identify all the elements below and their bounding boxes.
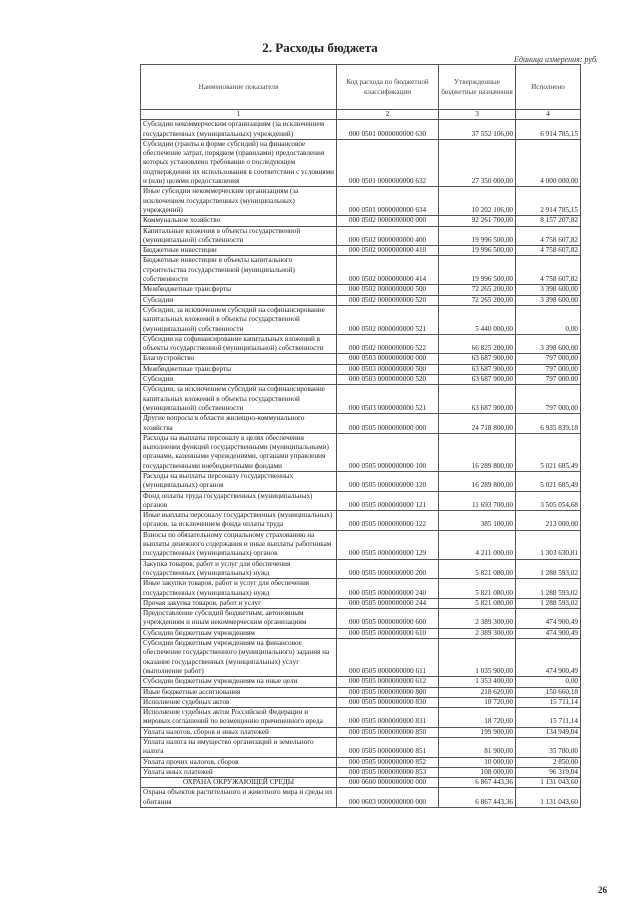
table-row — [141, 609, 581, 629]
row-executed: 474 900,49 — [516, 628, 581, 638]
row-code: 000 0505 0000000000 610 — [337, 628, 439, 638]
table-row — [141, 364, 581, 374]
row-approved: 63 687 900,00 — [439, 354, 516, 364]
row-code: 000 0501 0000000000 630 — [337, 120, 439, 140]
row-executed: 474 900,49 — [516, 609, 581, 629]
row-code: 000 0505 0000000000 120 — [337, 471, 439, 491]
table-row — [141, 530, 581, 559]
row-approved: 16 289 800,00 — [439, 433, 516, 471]
table-row — [141, 727, 581, 737]
row-name: Субсидии — [141, 295, 337, 305]
row-name: Расходы на выплаты персоналу в целях обеспечения выполнения функций государственными (муниципальными) органами, казенными учреждениями, органами управления государственными внебюджетными фондами — [141, 433, 337, 471]
row-name: Субсидии некоммерческим организациям (за исключением государственных (муниципальных) учреждений) — [141, 120, 337, 140]
table-row — [141, 579, 581, 599]
row-code: 000 0505 0000000000 240 — [337, 579, 439, 599]
row-approved: 5 821 080,00 — [439, 579, 516, 599]
row-name: ОХРАНА ОКРУЖАЮЩЕЙ СРЕДЫ — [141, 778, 337, 788]
row-name: Закупка товаров, работ и услуг для обеспечения государственных (муниципальных) нужд — [141, 559, 337, 579]
row-approved: 72 265 200,00 — [439, 295, 516, 305]
row-approved: 72 265 200,00 — [439, 285, 516, 295]
table-row — [141, 120, 581, 140]
row-approved: 6 867 443,36 — [439, 788, 516, 808]
row-approved: 4 211 000,00 — [439, 530, 516, 559]
row-approved: 19 996 500,00 — [439, 226, 516, 246]
row-approved: 385 100,00 — [439, 511, 516, 531]
table-row — [141, 285, 581, 295]
row-executed: 2 914 785,15 — [516, 187, 581, 216]
column-header-name: Наименование показателя — [141, 65, 337, 110]
row-code: 000 0505 0000000000 611 — [337, 639, 439, 677]
row-approved: 18 720,00 — [439, 697, 516, 707]
row-approved: 92 261 700,00 — [439, 216, 516, 226]
row-code: 000 0502 0000000000 414 — [337, 256, 439, 285]
row-executed: 2 850,00 — [516, 757, 581, 767]
row-executed: 15 711,14 — [516, 708, 581, 728]
row-code: 000 0505 0000000000 122 — [337, 511, 439, 531]
row-executed: 0,00 — [516, 677, 581, 687]
row-executed: 1 288 593,02 — [516, 598, 581, 608]
row-approved: 5 821 080,00 — [439, 598, 516, 608]
row-approved: 63 687 900,00 — [439, 364, 516, 374]
row-executed: 5 021 685,49 — [516, 433, 581, 471]
row-code: 000 0502 0000000000 000 — [337, 216, 439, 226]
table-row — [141, 246, 581, 256]
row-executed: 15 711,14 — [516, 697, 581, 707]
row-executed: 150 660,18 — [516, 687, 581, 697]
row-code: 000 0505 0000000000 852 — [337, 757, 439, 767]
row-code: 000 0503 0000000000 521 — [337, 385, 439, 414]
table-row — [141, 687, 581, 697]
row-code: 000 0505 0000000000 800 — [337, 687, 439, 697]
row-code: 000 0502 0000000000 521 — [337, 305, 439, 334]
table-row — [141, 738, 581, 758]
row-code: 000 0502 0000000000 520 — [337, 295, 439, 305]
table-row — [141, 187, 581, 216]
row-approved: 5 821 080,00 — [439, 559, 516, 579]
row-name: Иные выплаты персоналу государственных (муниципальных) органов, за исключением фонда оплаты труда — [141, 511, 337, 531]
row-executed: 134 949,04 — [516, 727, 581, 737]
row-executed: 1 288 593,02 — [516, 559, 581, 579]
row-executed: 8 157 207,82 — [516, 216, 581, 226]
row-executed: 797 000,00 — [516, 354, 581, 364]
row-approved: 24 718 800,00 — [439, 414, 516, 434]
row-code: 000 0505 0000000000 100 — [337, 433, 439, 471]
row-name: Исполнение судебных актов — [141, 697, 337, 707]
table-row — [141, 559, 581, 579]
page-title: 2. Расходы бюджета — [262, 40, 378, 55]
row-executed: 5 021 685,49 — [516, 471, 581, 491]
row-approved: 108 000,00 — [439, 767, 516, 777]
row-executed: 797 000,00 — [516, 375, 581, 385]
row-code: 000 0503 0000000000 000 — [337, 354, 439, 364]
column-header-executed: Исполнено — [516, 65, 581, 110]
row-code: 000 0503 0000000000 520 — [337, 375, 439, 385]
row-code: 000 0505 0000000000 000 — [337, 414, 439, 434]
row-name: Иные бюджетные ассигнования — [141, 687, 337, 697]
row-name: Бюджетные инвестиции в объекты капитального строительства государственной (муниципальной) собственности — [141, 256, 337, 285]
table-row — [141, 598, 581, 608]
row-executed: 4 758 607,82 — [516, 256, 581, 285]
row-approved: 5 440 000,00 — [439, 305, 516, 334]
table-row — [141, 628, 581, 638]
column-number-row — [141, 110, 581, 120]
row-name: Иные субсидии некоммерческим организациям (за исключением государственных (муниципальных) учреждений) — [141, 187, 337, 216]
row-approved: 218 620,00 — [439, 687, 516, 697]
table-row — [141, 757, 581, 767]
row-executed: 4 000 000,00 — [516, 139, 581, 186]
row-approved: 63 687 900,00 — [439, 375, 516, 385]
row-executed: 0,00 — [516, 305, 581, 334]
table-row — [141, 305, 581, 334]
row-approved: 81 900,00 — [439, 738, 516, 758]
row-code: 000 0505 0000000000 121 — [337, 491, 439, 511]
row-approved: 63 687 900,00 — [439, 385, 516, 414]
column-number: 3 — [439, 110, 516, 120]
row-code: 000 0502 0000000000 522 — [337, 334, 439, 354]
row-code: 000 0505 0000000000 600 — [337, 609, 439, 629]
row-executed: 3 398 600,00 — [516, 285, 581, 295]
row-code: 000 0502 0000000000 400 — [337, 226, 439, 246]
row-executed: 797 000,00 — [516, 364, 581, 374]
row-name: Коммунальное хозяйство — [141, 216, 337, 226]
row-name: Прочая закупка товаров, работ и услуг — [141, 598, 337, 608]
row-executed: 96 319,04 — [516, 767, 581, 777]
table-row — [141, 256, 581, 285]
row-name: Субсидии, за исключением субсидий на софинансирование капитальных вложений в объекты государственной (муниципальной) собственности — [141, 385, 337, 414]
column-header-approved: Утвержденные бюджетные назначения — [439, 65, 516, 110]
row-name: Предоставление субсидий бюджетным, автономным учреждениям и иным некоммерческим организациям — [141, 609, 337, 629]
table-row — [141, 788, 581, 808]
row-name: Межбюджетные трансферты — [141, 364, 337, 374]
table-row — [141, 375, 581, 385]
row-name: Капитальные вложения в объекты государственной (муниципальной) собственности — [141, 226, 337, 246]
row-code: 000 0502 0000000000 410 — [337, 246, 439, 256]
row-executed: 1 131 043,60 — [516, 788, 581, 808]
row-executed: 3 398 600,00 — [516, 295, 581, 305]
column-header-code: Код расхода по бюджетной классификации — [337, 65, 439, 110]
row-code: 000 0505 0000000000 200 — [337, 559, 439, 579]
row-approved: 199 900,00 — [439, 727, 516, 737]
row-name: Субсидии бюджетным учреждениям на финансовое обеспечение государственного (муниципального) задания на оказание государственных (муниципальных) услуг (выполнение работ) — [141, 639, 337, 677]
row-name: Уплата налога на имущество организаций и земельного налога — [141, 738, 337, 758]
row-name: Взносы по обязательному социальному страхованию на выплаты денежного содержания и иные выплаты работникам государственных (муниципальных) органов — [141, 530, 337, 559]
table-row — [141, 677, 581, 687]
row-executed: 1 288 593,02 — [516, 579, 581, 599]
row-name: Бюджетные инвестиции — [141, 246, 337, 256]
row-approved: 10 000,00 — [439, 757, 516, 767]
row-code: 000 0603 0000000000 000 — [337, 788, 439, 808]
row-approved: 27 350 000,00 — [439, 139, 516, 186]
table-header-row — [141, 65, 581, 110]
row-code: 000 0505 0000000000 129 — [337, 530, 439, 559]
table-row — [141, 414, 581, 434]
row-approved: 16 289 800,00 — [439, 471, 516, 491]
row-approved: 19 996 500,00 — [439, 246, 516, 256]
row-code: 000 0503 0000000000 500 — [337, 364, 439, 374]
row-code: 000 0505 0000000000 853 — [337, 767, 439, 777]
column-number: 2 — [337, 110, 439, 120]
row-approved: 1 353 400,00 — [439, 677, 516, 687]
table-row — [141, 697, 581, 707]
row-executed: 3 398 600,00 — [516, 334, 581, 354]
units-label: Единица измерения: руб. — [514, 55, 598, 64]
row-executed: 1 131 043,60 — [516, 778, 581, 788]
column-number: 1 — [141, 110, 337, 120]
row-executed: 35 780,00 — [516, 738, 581, 758]
row-approved: 19 996 500,00 — [439, 256, 516, 285]
table-row — [141, 767, 581, 777]
row-name: Охрана объектов растительного и животного мира и среды их обитания — [141, 788, 337, 808]
row-executed: 6 935 839,18 — [516, 414, 581, 434]
row-executed: 3 505 054,68 — [516, 491, 581, 511]
row-executed: 474 900,49 — [516, 639, 581, 677]
row-name: Субсидии, за исключением субсидий на софинансирование капитальных вложений в объекты государственной (муниципальной) собственности — [141, 305, 337, 334]
table-row — [141, 385, 581, 414]
row-code: 000 0600 0000000000 000 — [337, 778, 439, 788]
row-code: 000 0505 0000000000 612 — [337, 677, 439, 687]
row-approved: 2 389 300,00 — [439, 609, 516, 629]
table-row — [141, 433, 581, 471]
table-row — [141, 226, 581, 246]
row-name: Субсидии бюджетным учреждениям на иные цели — [141, 677, 337, 687]
row-approved: 18 720,00 — [439, 708, 516, 728]
table-row — [141, 491, 581, 511]
row-name: Субсидии бюджетным учреждениям — [141, 628, 337, 638]
row-name: Уплата иных платежей — [141, 767, 337, 777]
row-code: 000 0505 0000000000 831 — [337, 708, 439, 728]
row-executed: 4 758 607,82 — [516, 246, 581, 256]
row-approved: 2 389 300,00 — [439, 628, 516, 638]
row-name: Благоустройство — [141, 354, 337, 364]
row-name: Субсидии (гранты в форме субсидий) на финансовое обеспечение затрат, порядком (правилами) предоставления которых установлено требование о последующем подтверждении их использования в соответствии с условиями и (или) целями предоставления — [141, 139, 337, 186]
table-row — [141, 708, 581, 728]
row-name: Расходы на выплаты персоналу государственных (муниципальных) органов — [141, 471, 337, 491]
row-code: 000 0505 0000000000 850 — [337, 727, 439, 737]
row-name: Исполнение судебных актов Российской Федерации и мировых соглашений по возмещению причиненного вреда — [141, 708, 337, 728]
row-executed: 4 758 607,82 — [516, 226, 581, 246]
page-number: 26 — [598, 885, 607, 895]
table-row — [141, 139, 581, 186]
table-row — [141, 639, 581, 677]
row-executed: 6 914 785,15 — [516, 120, 581, 140]
row-name: Фонд оплаты труда государственных (муниципальных) органов — [141, 491, 337, 511]
row-name: Уплата прочих налогов, сборов — [141, 757, 337, 767]
row-name: Другие вопросы в области жилищно-коммунального хозяйства — [141, 414, 337, 434]
row-approved: 10 202 106,00 — [439, 187, 516, 216]
column-number: 4 — [516, 110, 581, 120]
row-approved: 1 035 900,00 — [439, 639, 516, 677]
row-code: 000 0505 0000000000 244 — [337, 598, 439, 608]
row-executed: 213 000,00 — [516, 511, 581, 531]
row-code: 000 0501 0000000000 634 — [337, 187, 439, 216]
table-row — [141, 216, 581, 226]
expenses-table — [140, 64, 581, 808]
row-executed: 1 303 630,81 — [516, 530, 581, 559]
row-name: Межбюджетные трансферты — [141, 285, 337, 295]
row-name: Иные закупки товаров, работ и услуг для обеспечения государственных (муниципальных) нужд — [141, 579, 337, 599]
table-row — [141, 511, 581, 531]
row-name: Уплата налогов, сборов и иных платежей — [141, 727, 337, 737]
row-code: 000 0501 0000000000 632 — [337, 139, 439, 186]
row-name: Субсидии на софинансирование капитальных вложений в объекты государственной (муниципальной) собственности — [141, 334, 337, 354]
row-code: 000 0505 0000000000 830 — [337, 697, 439, 707]
row-code: 000 0505 0000000000 851 — [337, 738, 439, 758]
row-approved: 37 552 106,00 — [439, 120, 516, 140]
table-row — [141, 334, 581, 354]
row-executed: 797 000,00 — [516, 385, 581, 414]
row-code: 000 0502 0000000000 500 — [337, 285, 439, 295]
table-body — [141, 120, 581, 808]
table-row — [141, 471, 581, 491]
row-name: Субсидии — [141, 375, 337, 385]
table-row — [141, 295, 581, 305]
row-approved: 6 867 443,36 — [439, 778, 516, 788]
table-row — [141, 354, 581, 364]
table-row — [141, 778, 581, 788]
row-approved: 66 825 200,00 — [439, 334, 516, 354]
row-approved: 11 693 700,00 — [439, 491, 516, 511]
